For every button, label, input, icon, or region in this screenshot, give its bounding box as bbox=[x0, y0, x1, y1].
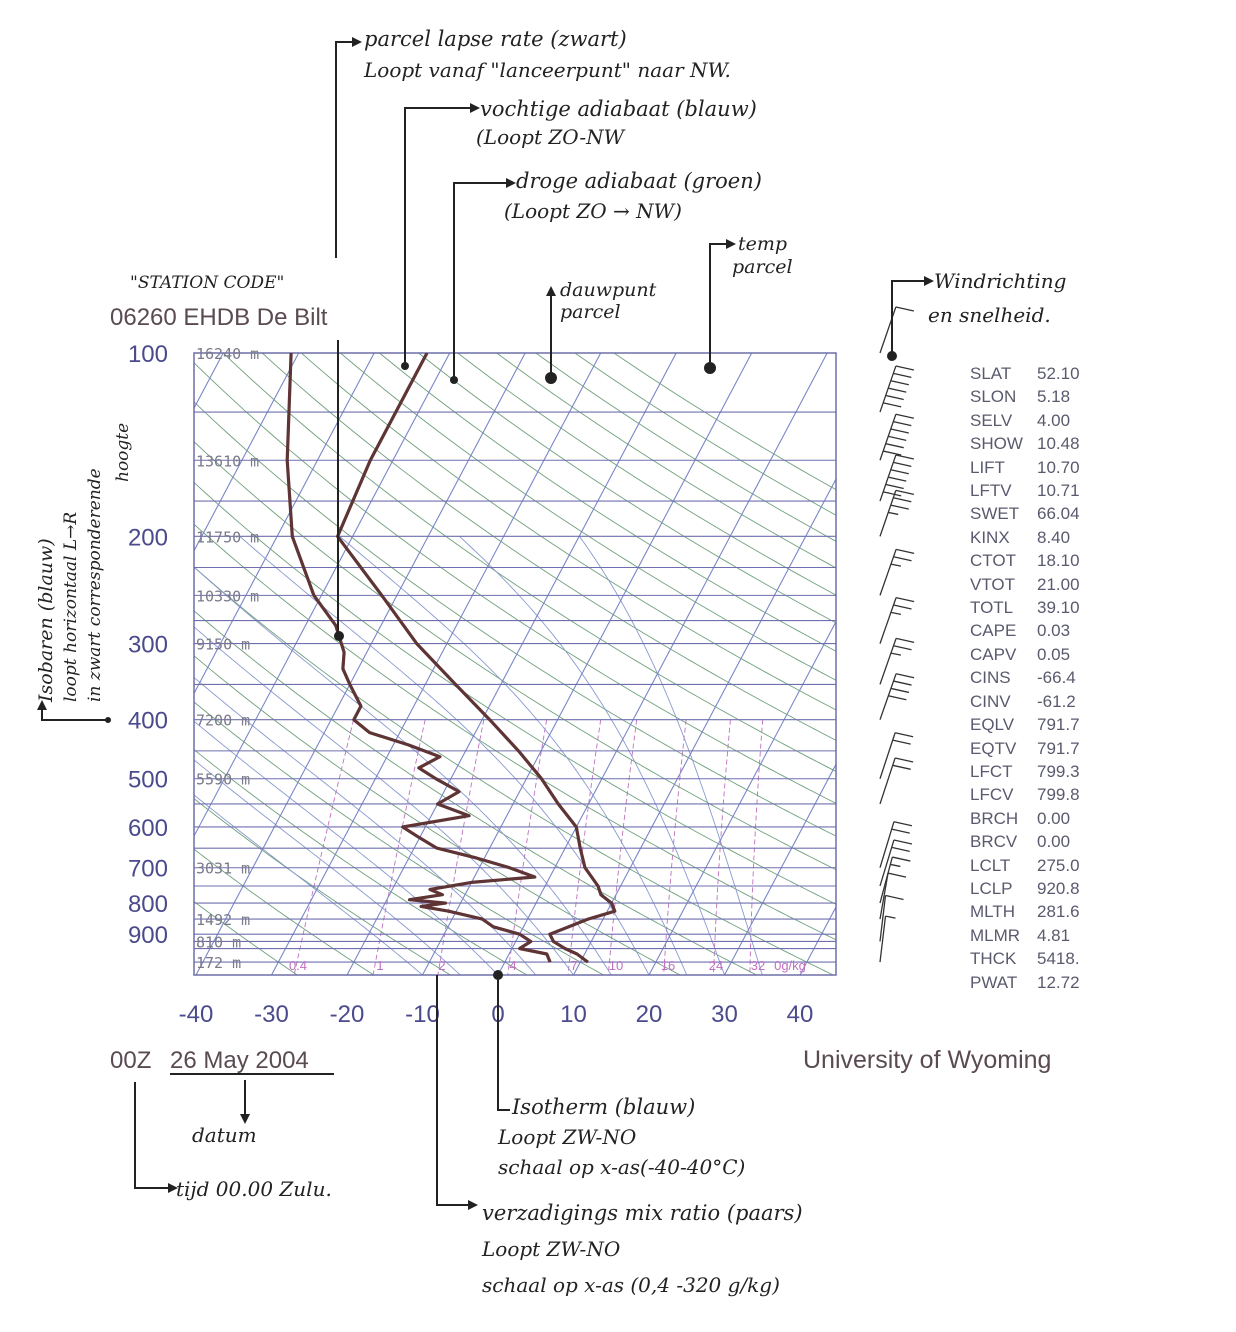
wind-barb-flag bbox=[891, 688, 909, 692]
wind-barb-flag bbox=[891, 505, 909, 509]
annotation-wind-2: en snelheid. bbox=[928, 303, 1051, 327]
wind-barb-flag bbox=[896, 674, 914, 678]
index-key: EQLV bbox=[970, 715, 1015, 735]
temperature-tick-label: -10 bbox=[405, 1001, 440, 1028]
wind-barb-flag bbox=[888, 436, 906, 440]
index-row bbox=[970, 502, 1080, 525]
index-key: SWET bbox=[970, 504, 1020, 524]
annotation-mix-3: schaal op x-as (0,4 -320 g/kg) bbox=[482, 1273, 780, 1297]
index-value: 920.8 bbox=[1037, 878, 1080, 898]
wind-barb-flag bbox=[883, 492, 901, 496]
temperature-tick-label: 10 bbox=[560, 1001, 587, 1028]
index-value: 0.00 bbox=[1037, 832, 1071, 852]
wind-barb-flag bbox=[893, 765, 911, 769]
wind-barb-half-flag bbox=[891, 653, 901, 655]
index-key: SLON bbox=[970, 387, 1017, 407]
wind-barb-flag bbox=[886, 395, 904, 399]
index-key: SHOW bbox=[970, 434, 1023, 454]
index-row bbox=[970, 900, 1080, 923]
index-value: 21.00 bbox=[1037, 574, 1080, 594]
index-value: 4.00 bbox=[1037, 410, 1071, 430]
index-key: SELV bbox=[970, 410, 1013, 430]
index-row bbox=[970, 737, 1080, 760]
wind-barb-flag bbox=[895, 733, 913, 737]
index-key: CAPE bbox=[970, 621, 1017, 641]
dry-adiabat bbox=[301, 353, 1236, 975]
annotation-isobar-1: Isobaren (blauw) bbox=[35, 538, 57, 702]
wind-barb-flag bbox=[888, 873, 906, 877]
index-key: PWAT bbox=[970, 972, 1018, 992]
profile-lines bbox=[287, 353, 615, 962]
isotherm bbox=[347, 353, 676, 975]
index-value: 799.3 bbox=[1037, 761, 1080, 781]
index-key: VTOT bbox=[970, 574, 1016, 594]
height-label: 172 m bbox=[196, 954, 242, 973]
pressure-label: 300 bbox=[127, 631, 168, 659]
index-key: SLAT bbox=[970, 364, 1012, 383]
height-label: 810 m bbox=[196, 933, 242, 952]
index-value: 791.7 bbox=[1037, 738, 1080, 758]
index-key: CINV bbox=[970, 691, 1011, 711]
wind-barb-flag bbox=[894, 822, 912, 826]
index-key: EQTV bbox=[970, 738, 1017, 758]
isotherm bbox=[0, 353, 223, 975]
index-key: TOTL bbox=[970, 598, 1014, 618]
height-labels bbox=[196, 345, 259, 972]
pressure-label: 800 bbox=[127, 891, 168, 919]
wind-barb-flag bbox=[894, 840, 912, 844]
wind-barb-flag bbox=[888, 388, 906, 392]
index-key: LCLP bbox=[970, 878, 1013, 898]
height-label: 3031 m bbox=[196, 859, 251, 878]
wind-barb-flag bbox=[894, 646, 912, 650]
stability-indices-table bbox=[970, 362, 1080, 994]
annotation-isobar-2: loopt horizontaal L→R bbox=[61, 511, 81, 702]
dry-adiabat bbox=[262, 353, 1236, 975]
annotation-parcel-lapse-2: Loopt vanaf "lanceerpunt" naar NW. bbox=[364, 58, 731, 82]
annotation-isobar-block bbox=[35, 423, 133, 703]
pressure-label: 500 bbox=[127, 766, 168, 794]
dry-adiabat bbox=[379, 353, 1236, 975]
index-row bbox=[970, 526, 1080, 549]
index-key: LFCT bbox=[970, 761, 1013, 781]
annotation-tijd: tijd 00.00 Zulu. bbox=[176, 1177, 332, 1201]
annotation-dew-2: parcel bbox=[560, 301, 621, 323]
wind-barb-flag bbox=[895, 758, 913, 762]
wind-barb-flag bbox=[886, 484, 904, 488]
wind-barb-flag bbox=[896, 549, 914, 553]
mixing-ratio-label: 0.4 bbox=[288, 958, 308, 973]
mixing-ratio-line bbox=[568, 720, 601, 975]
wind-barb-flag bbox=[892, 857, 910, 861]
pressure-label: 600 bbox=[127, 814, 168, 842]
annotation-leaders bbox=[42, 42, 924, 1205]
annotation-isotherm-3: schaal op x-as(-40-40°C) bbox=[498, 1155, 746, 1179]
index-row bbox=[970, 807, 1080, 830]
wind-barb-flag bbox=[896, 414, 914, 418]
wind-barb-flag bbox=[883, 451, 901, 455]
index-row bbox=[970, 596, 1080, 619]
index-value: 10.70 bbox=[1037, 457, 1080, 477]
pressure-label: 900 bbox=[127, 922, 168, 950]
wind-barb-flag bbox=[888, 696, 906, 700]
index-row bbox=[970, 947, 1080, 970]
index-value: 10.48 bbox=[1037, 434, 1080, 454]
wind-barb-flag bbox=[892, 829, 910, 833]
index-key: LFCV bbox=[970, 785, 1014, 805]
wind-barb-flag bbox=[883, 403, 901, 407]
wind-barb-half-flag bbox=[891, 612, 901, 614]
wind-barb-flag bbox=[893, 462, 911, 466]
height-label: 10330 m bbox=[196, 587, 260, 606]
index-key: CAPV bbox=[970, 644, 1017, 664]
annotation-arrowheads bbox=[37, 37, 934, 1210]
index-value: 0.00 bbox=[1037, 808, 1071, 828]
pressure-label: 200 bbox=[127, 524, 168, 552]
height-label: 13610 m bbox=[196, 452, 260, 471]
mixing-ratio-label: 24 bbox=[708, 958, 724, 973]
wind-barb-flag bbox=[896, 307, 914, 311]
index-value: 39.10 bbox=[1037, 598, 1080, 618]
wind-barb-flag bbox=[892, 847, 910, 851]
height-label: 7200 m bbox=[196, 711, 251, 730]
index-key: LFTV bbox=[970, 481, 1012, 501]
wind-barb-flag bbox=[893, 373, 911, 377]
index-value: 8.40 bbox=[1037, 527, 1071, 547]
index-row bbox=[970, 783, 1080, 806]
station-title: 06260 EHDB De Bilt bbox=[110, 304, 328, 331]
pressure-label: 400 bbox=[127, 707, 168, 735]
index-row bbox=[970, 573, 1080, 596]
wind-barb-flag bbox=[896, 638, 914, 642]
wind-barb-staff bbox=[880, 307, 896, 353]
index-row bbox=[970, 479, 1080, 502]
annotation-mix-1: verzadigings mix ratio (paars) bbox=[482, 1201, 803, 1225]
mixing-ratio-line bbox=[508, 720, 547, 975]
moist-adiabat bbox=[579, 536, 762, 975]
dry-adiabat bbox=[458, 353, 1236, 975]
index-row bbox=[970, 456, 1080, 479]
annotation-wind-1: Windrichting bbox=[934, 269, 1067, 293]
wind-barb-flag bbox=[894, 681, 912, 685]
annotation-temp-2: parcel bbox=[732, 256, 793, 278]
isotherm bbox=[649, 353, 978, 975]
temperature-tick-label: 20 bbox=[635, 1001, 663, 1028]
index-key: BRCV bbox=[970, 832, 1018, 852]
index-row bbox=[970, 432, 1080, 455]
isotherm bbox=[800, 353, 1129, 975]
wind-barb-flag bbox=[886, 895, 904, 899]
index-row bbox=[970, 643, 1080, 666]
index-value: 281.6 bbox=[1037, 902, 1080, 922]
wind-barb-flag bbox=[896, 598, 914, 602]
index-key: CTOT bbox=[970, 551, 1016, 571]
annotation-mix-2: Loopt ZW-NO bbox=[482, 1237, 621, 1261]
index-row bbox=[970, 760, 1080, 783]
wind-barb-flag bbox=[893, 422, 911, 426]
index-row bbox=[970, 971, 1080, 994]
index-value: 12.72 bbox=[1037, 972, 1080, 992]
annotation-dry-2: (Loopt ZO → NW) bbox=[504, 199, 682, 223]
pressure-label: 100 bbox=[127, 341, 168, 368]
date-label: 26 May 2004 bbox=[170, 1047, 309, 1074]
index-value: 799.8 bbox=[1037, 785, 1080, 805]
index-row bbox=[970, 830, 1080, 853]
index-row bbox=[970, 619, 1080, 642]
temperature-axis-labels bbox=[179, 1001, 814, 1028]
index-key: KINX bbox=[970, 527, 1010, 547]
wind-barbs bbox=[880, 307, 914, 962]
temperature-tick-label: 40 bbox=[786, 1001, 814, 1028]
index-value: 5.18 bbox=[1037, 387, 1071, 407]
dry-adiabat bbox=[497, 353, 1236, 975]
pressure-label: 700 bbox=[127, 855, 168, 883]
wind-barb-flag bbox=[893, 740, 911, 744]
index-value: 5418. bbox=[1037, 949, 1080, 969]
wind-barb-half-flag bbox=[886, 916, 896, 918]
moist-adiabat bbox=[97, 536, 574, 975]
date-prefix: 00Z bbox=[110, 1047, 152, 1074]
wind-barb-flag bbox=[894, 557, 912, 561]
index-row bbox=[970, 713, 1080, 736]
height-label: 1492 m bbox=[196, 911, 251, 930]
mixing-ratio-label: 32 bbox=[750, 958, 766, 973]
height-label: 9150 m bbox=[196, 635, 251, 654]
annotation-isobar-4: hoogte bbox=[113, 422, 133, 482]
index-value: 52.10 bbox=[1037, 364, 1080, 383]
height-label: 16240 m bbox=[196, 345, 260, 363]
index-value: 791.7 bbox=[1037, 715, 1080, 735]
index-key: LIFT bbox=[970, 457, 1005, 477]
wind-barb-flag bbox=[891, 470, 909, 474]
wind-barb-flag bbox=[896, 490, 914, 494]
moist-adiabat bbox=[44, 536, 536, 975]
index-value: -61.2 bbox=[1037, 691, 1076, 711]
index-key: LCLT bbox=[970, 855, 1011, 875]
index-row bbox=[970, 549, 1080, 572]
annotation-dry-1: droge adiabaat (groen) bbox=[516, 169, 762, 193]
temperature-tick-label: 30 bbox=[711, 1001, 738, 1028]
index-value: 275.0 bbox=[1037, 855, 1080, 875]
isotherm bbox=[574, 353, 903, 975]
annotation-parcel-lapse-1: parcel lapse rate (zwart) bbox=[364, 27, 627, 51]
index-value: 0.03 bbox=[1037, 621, 1071, 641]
index-row bbox=[970, 666, 1080, 689]
wind-barb-flag bbox=[886, 444, 904, 448]
dry-adiabat bbox=[67, 353, 987, 975]
index-row bbox=[970, 409, 1080, 432]
index-value: 18.10 bbox=[1037, 551, 1080, 571]
annotation-isobar-3: in zwart corresponderende bbox=[85, 468, 105, 702]
index-value: 4.81 bbox=[1037, 925, 1071, 945]
mixing-ratio-line bbox=[438, 720, 484, 975]
wind-barb-half-flag bbox=[888, 512, 898, 514]
height-label: 11750 m bbox=[196, 528, 260, 547]
temperature-tick-label: -20 bbox=[329, 1001, 365, 1028]
dry-adiabat bbox=[614, 353, 1236, 975]
index-key: THCK bbox=[970, 949, 1017, 969]
wind-barb-flag bbox=[888, 477, 906, 481]
mixing-ratio-label: 16 bbox=[660, 958, 676, 973]
annotation-dew-1: dauwpunt bbox=[560, 279, 657, 301]
index-row bbox=[970, 854, 1080, 877]
moist-adiabat bbox=[340, 536, 687, 975]
wind-barb-half-flag bbox=[890, 864, 900, 866]
index-row bbox=[970, 877, 1080, 900]
height-label: 5590 m bbox=[196, 770, 251, 789]
isotherm bbox=[498, 353, 827, 975]
pressure-labels bbox=[128, 341, 168, 949]
annotation-station-code: "STATION CODE" bbox=[130, 273, 285, 293]
index-value: 0.05 bbox=[1037, 644, 1071, 664]
plot-frame bbox=[194, 353, 836, 975]
temperature-tick-label: 0 bbox=[491, 1001, 505, 1028]
index-key: CINS bbox=[970, 668, 1011, 688]
wind-barb-flag bbox=[896, 455, 914, 459]
wind-barb-flag bbox=[896, 366, 914, 370]
annotation-isotherm-1: Isotherm (blauw) bbox=[512, 1095, 696, 1119]
index-value: -66.4 bbox=[1037, 668, 1076, 688]
wind-barb-flag bbox=[891, 429, 909, 433]
mixing-ratio-label: 7 bbox=[570, 958, 578, 973]
wind-barb-flag bbox=[893, 498, 911, 502]
mixing-ratio-label: 10 bbox=[608, 958, 624, 973]
wind-barb-flag bbox=[891, 381, 909, 385]
mixing-ratio-line bbox=[294, 720, 353, 975]
temperature-tick-label: -30 bbox=[254, 1001, 289, 1028]
source-label: University of Wyoming bbox=[803, 1046, 1052, 1074]
index-key: BRCH bbox=[970, 808, 1019, 828]
mixing-ratio-label: 4 bbox=[509, 958, 517, 973]
wind-barb-flag bbox=[894, 605, 912, 609]
mixing-ratio-label: 0g/kg bbox=[774, 958, 806, 973]
mixing-ratio-label: 2 bbox=[438, 958, 446, 973]
dry-adiabat bbox=[419, 353, 1236, 975]
index-key: MLTH bbox=[970, 902, 1016, 922]
index-row bbox=[970, 690, 1080, 713]
index-row bbox=[970, 362, 1080, 385]
index-value: 66.04 bbox=[1037, 504, 1080, 524]
annotation-datum: datum bbox=[192, 1123, 257, 1147]
index-row bbox=[970, 385, 1080, 408]
temperature-tick-label: -40 bbox=[178, 1001, 214, 1028]
mixing-ratio-label: 1 bbox=[376, 958, 384, 973]
index-value: 10.71 bbox=[1037, 481, 1080, 501]
annotation-isotherm-2: Loopt ZW-NO bbox=[498, 1125, 637, 1149]
annotation-moist-2: (Loopt ZO-NW bbox=[476, 125, 625, 149]
annotation-temp-1: temp bbox=[738, 233, 788, 255]
wind-barb-half-flag bbox=[891, 564, 901, 566]
index-key: MLMR bbox=[970, 925, 1021, 945]
temperature-profile bbox=[338, 353, 615, 962]
index-row bbox=[970, 924, 1080, 947]
annotation-moist-1: vochtige adiabaat (blauw) bbox=[480, 97, 757, 121]
